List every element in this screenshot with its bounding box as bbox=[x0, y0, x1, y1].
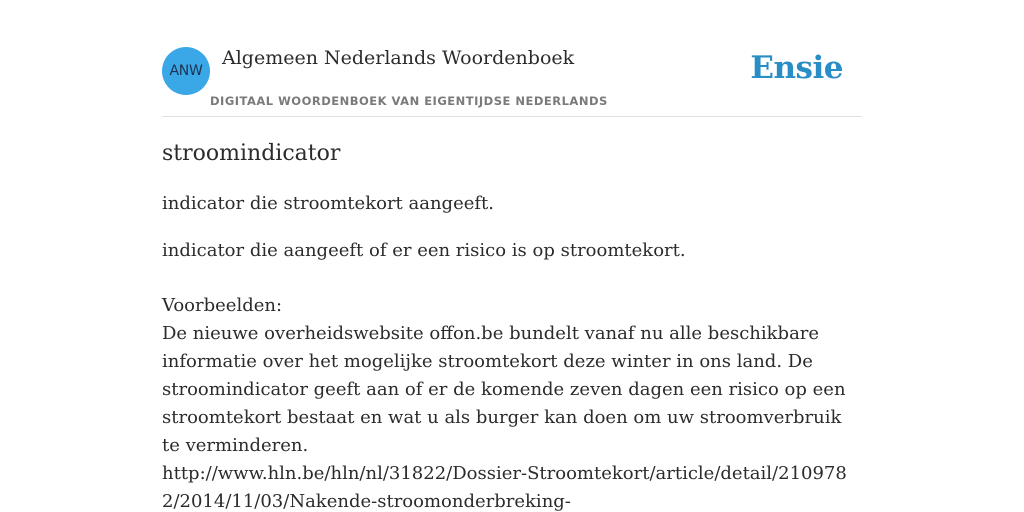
example-text: De nieuwe overheidswebsite offon.be bundelt vanaf nu alle beschikbare informatie over het mogelijke stroomtekort deze winter in ons land. De stroomindicator geeft aan of er de komende zeven dagen een risico op een stroomtekort bestaat en wat u als burger kan doen om uw stroomverbruik te verminderen. bbox=[162, 323, 846, 456]
logo-text: ANW bbox=[169, 63, 203, 79]
example-source-link[interactable]: http://www.hln.be/hln/nl/31822/Dossier-Stroomtekort/article/detail/2109782/2014/11/03/Nakende-stroomonderbreking- bbox=[162, 463, 847, 512]
site-header bbox=[162, 40, 862, 117]
definition-1: indicator die stroomtekort aangeeft. bbox=[162, 193, 494, 214]
examples-label: Voorbeelden: bbox=[162, 295, 283, 316]
examples-section bbox=[162, 292, 862, 512]
site-subtitle: DIGITAAL WOORDENBOEK VAN EIGENTIJDSE NEDERLANDS bbox=[210, 94, 608, 108]
definition-2: indicator die aangeeft of er een risico is op stroomtekort. bbox=[162, 240, 686, 261]
anw-logo[interactable] bbox=[162, 47, 210, 95]
site-title[interactable]: Algemeen Nederlands Woordenboek bbox=[222, 47, 575, 69]
headword: stroomindicator bbox=[162, 141, 341, 166]
entry-content bbox=[162, 138, 862, 512]
ensie-brand-logo[interactable]: Ensie bbox=[750, 50, 843, 86]
